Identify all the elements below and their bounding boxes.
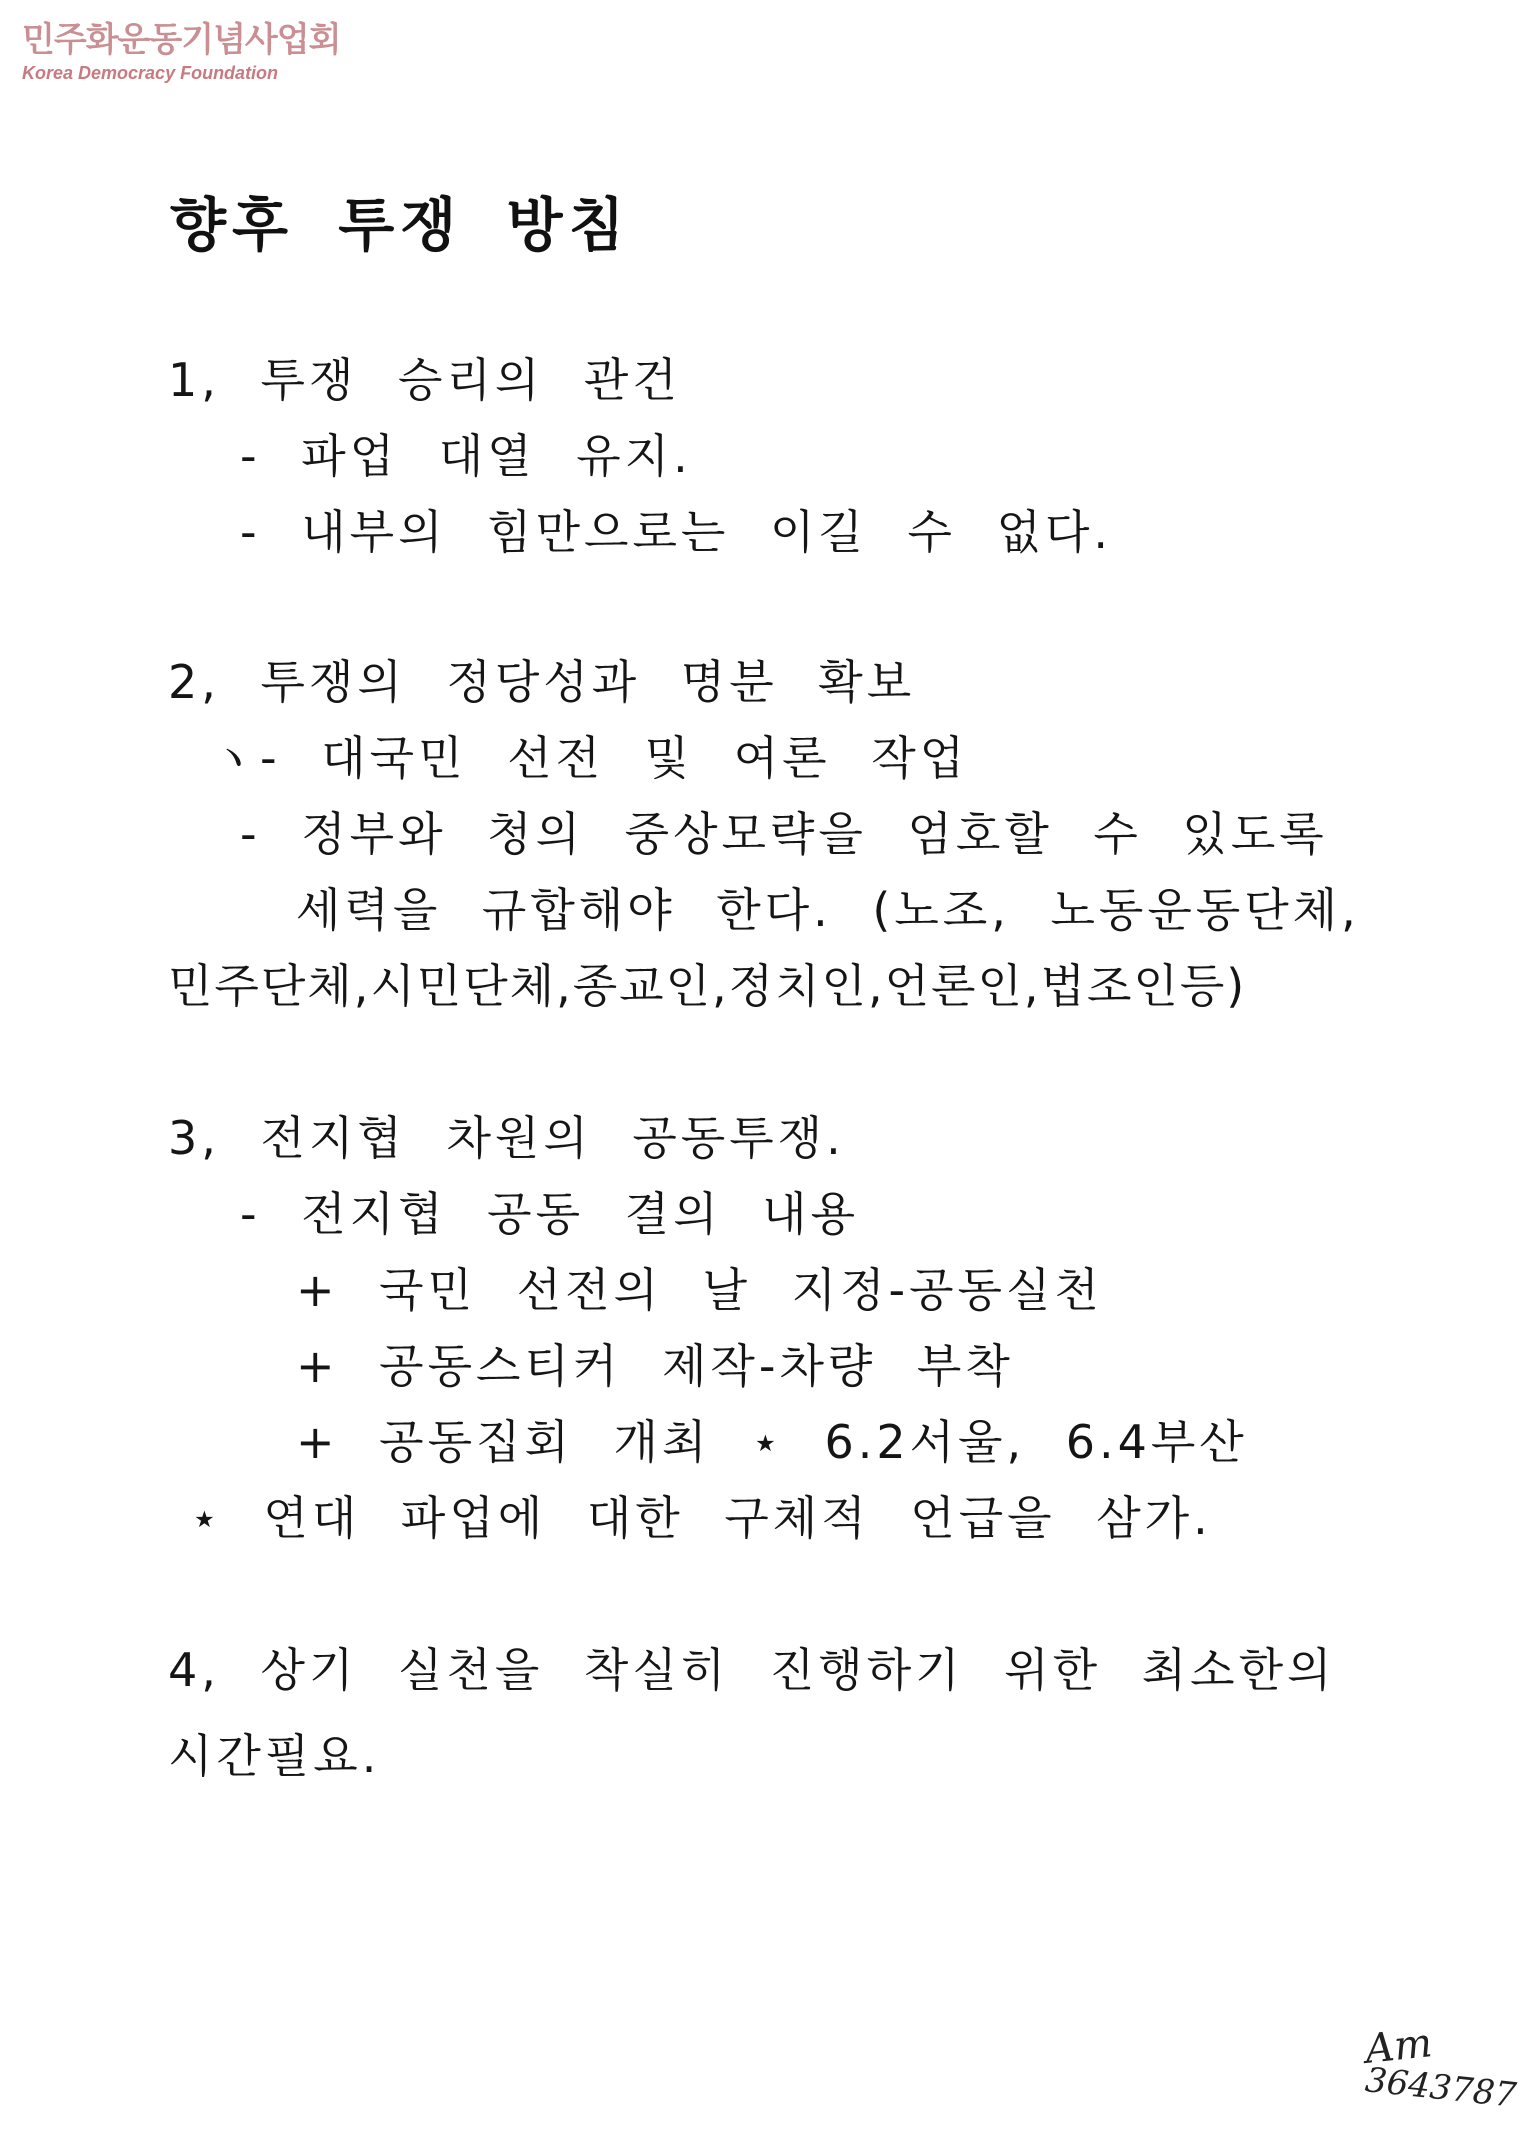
section-3-subitem-1: + 국민 선전의 날 지정-공동실천 bbox=[296, 1263, 1103, 1317]
section-1-heading: 1, 투쟁 승리의 관건 bbox=[168, 353, 681, 407]
handwritten-number: 3643787 bbox=[1363, 2060, 1519, 2116]
watermark-english: Korea Democracy Foundation bbox=[22, 63, 279, 83]
section-2-item-2: - 정부와 청의 중상모략을 엄호할 수 있도록 bbox=[240, 807, 1328, 861]
section-1-item-1: - 파업 대열 유지. bbox=[240, 429, 692, 483]
section-4-cont: 시간필요. bbox=[168, 1729, 381, 1783]
section-2-item-2-list: 민주단체,시민단체,종교인,정치인,언론인,법조인등) bbox=[168, 959, 1247, 1013]
section-4-heading: 4, 상기 실천을 착실히 진행하기 위한 최소한의 bbox=[168, 1643, 1336, 1697]
watermark-korean: 민주화운동기념사업회 bbox=[22, 20, 341, 60]
section-3-subitem-3: + 공동집회 개최 ⋆ 6.2서울, 6.4부산 bbox=[296, 1415, 1248, 1469]
section-3-subitem-2: + 공동스티커 제작-차량 부착 bbox=[296, 1339, 1014, 1393]
section-3-heading: 3, 전지협 차원의 공동투쟁. bbox=[168, 1111, 845, 1165]
section-2-item-2-cont: 세력을 규합해야 한다. (노조, 노동운동단체, bbox=[296, 883, 1360, 937]
section-2-heading: 2, 투쟁의 정당성과 명분 확보 bbox=[168, 655, 916, 709]
section-1-item-2: - 내부의 힘만으로는 이길 수 없다. bbox=[240, 505, 1112, 559]
document-title: 향후 투쟁 방침 bbox=[170, 191, 631, 259]
watermark-logo bbox=[22, 20, 340, 84]
section-3-item-1: - 전지협 공동 결의 내용 bbox=[240, 1187, 860, 1241]
handwritten-signature: Am bbox=[1363, 2020, 1435, 2073]
section-3-note: ⋆ 연대 파업에 대한 구체적 언급을 삼가. bbox=[190, 1491, 1212, 1545]
section-2-item-1: ヽ- 대국민 선전 및 여론 작업 bbox=[210, 731, 969, 785]
handwritten-annotation bbox=[1363, 2020, 1519, 2116]
